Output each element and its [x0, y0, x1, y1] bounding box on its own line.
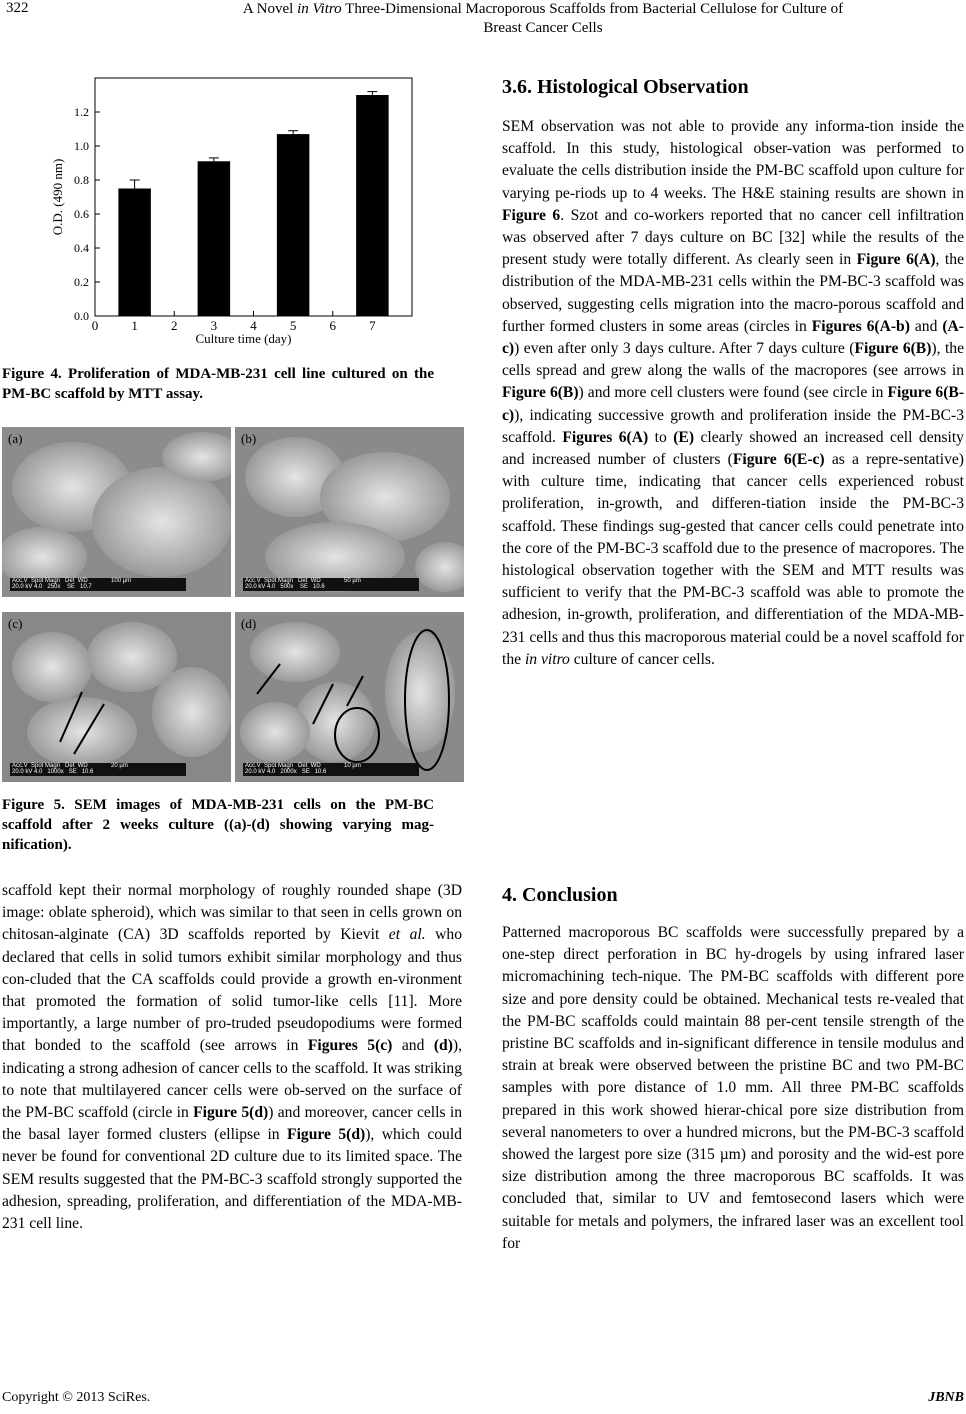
y-tick-label: 0.0: [74, 309, 89, 323]
panel-label-d: (d): [241, 616, 257, 631]
x-tick-label: 4: [250, 318, 257, 333]
left-body-text: [2, 880, 462, 1235]
x-tick-label: 7: [369, 318, 376, 333]
section-4-text: [502, 922, 964, 1255]
x-axis-label: Culture time (day): [195, 331, 292, 346]
panel-label-c: (c): [8, 616, 23, 631]
sem-texture-d: [235, 612, 464, 782]
y-tick-label: 0.6: [74, 207, 89, 221]
sem-image-b: [235, 427, 464, 597]
figure5-caption: Figure 5. SEM images of MDA-MB-231 cells on the PM-BC scaffold after 2 weeks culture ((a)-(d) showing varying mag-nification).: [2, 797, 434, 853]
panel-label-a: (a): [8, 431, 23, 446]
page-number: 322: [6, 0, 29, 16]
x-tick-label: 5: [289, 318, 297, 333]
x-tick-label: 3: [210, 318, 218, 333]
y-tick-label: 0.4: [74, 241, 89, 255]
sem-texture-a: [2, 427, 231, 597]
y-tick-label: 0.2: [74, 275, 89, 289]
bar: [198, 161, 230, 316]
y-tick-label: 1.0: [74, 139, 89, 153]
copyright: Copyright © 2013 SciRes.: [2, 1390, 151, 1405]
x-tick-label: 2: [171, 318, 178, 333]
scale-bar-b: Acc.V Spot Magn Det WD 50 µm 20.0 kV 4.0 500x SE 10.6: [243, 578, 419, 591]
section-3-6-heading: 3.6. Histological Observation: [502, 76, 749, 98]
figure4-caption: Figure 4. Proliferation of MDA-MB-231 cell line cultured on the PM-BC scaffold by MTT assay.: [2, 366, 434, 402]
y-tick-label: 0.8: [74, 173, 89, 187]
mtt-bar-chart: [0, 60, 430, 360]
sem-texture-c: [2, 612, 231, 782]
panel-label-b: (b): [241, 431, 257, 446]
section-3-6-paragraph: SEM observation was not able to provide any informa-tion inside the scaffold. In this study, histological obser-vation was performed to evaluate the cells distribution inside the PM-BC scaffold upon culture for varying pe-riods up to 4 weeks. The H&E staining results are shown in Figure 6. Szot and co-workers reported that no cancer cell infiltration was observed after 7 days culture on BC [32] while the results of the present study were totally different. As clearly seen in Figure 6(A), the distribution of the MDA-MB-231 cells within the PM-BC-3 scaffold was observed, suggesting cells migration into the macro-porous scaffold and further formed clusters in some areas (circles in Figures 6(A-b) and (A-c)) even after only 3 days culture. After 7 days culture (Figure 6(B)), the cells spread and grew along the walls of the macropores (see arrows in Figure 6(B)) and more cell clusters were found (see circle in Figure 6(B-c)), indicating successive growth and proliferation inside the PM-BC-3 scaffold. Figures 6(A) to (E) clearly showed an increased cell density and increased number of clusters (Figure 6(E-c) as a repre-sentative) with culture time, indicating that cancer cells experienced robust proliferation, in-growth, and differen-tiation inside the PM-BC-3 scaffold. These findings sug-gested that cancer cells could penetrate into the core of the PM-BC-3 scaffold due to the presence of macropores. The histological observation together with the SEM and MTT results was sufficient to verify that the PM-BC-3 scaffold was able to promote the adhesion, in-growth, proliferation, and differentiation of the MDA-MB-231 cells and thus this macroporous material could be a novel scaffold for the in vitro culture of cancer cells.: [502, 118, 965, 668]
sem-image-d: [235, 612, 464, 782]
x-tick-label: 6: [329, 318, 336, 333]
y-axis-label: O.D. (490 nm): [50, 158, 65, 236]
section-3-6-text: [502, 116, 964, 671]
sem-texture-b: [235, 427, 464, 597]
bar: [356, 95, 388, 316]
sem-image-c: [2, 612, 231, 782]
scale-bar-d: Acc.V Spot Magn Det WD 10 µm 20.0 kV 4.0 2000x SE 10.6: [243, 763, 419, 776]
bar: [277, 134, 309, 316]
scale-bar-a: Acc.V Spot Magn Det WD 100 µm 20.0 kV 4.0 250x SE 10.7: [10, 578, 186, 591]
x-tick-label: 0: [91, 318, 99, 333]
y-tick-label: 1.2: [74, 105, 89, 119]
left-paragraph: scaffold kept their normal morphology of roughly rounded shape (3D image: oblate spheroid), which was similar to that seen in cells grown on chitosan-alginate (CA) 3D scaffolds reported by Kievit et al. who declared that cells in solid tumors exhibit similar morphology and thus con-cluded that the CA scaffolds could provide a growth en-vironment that promoted the formation of solid tumor-like cells [11]. More importantly, a large number of pro-truded pseudopodiums were formed that bonded to the scaffold (see arrows in Figures 5(c) and (d)), indicating a strong adhesion of cancer cells to the scaffold. It was striking to note that multilayered cancer cells were ob-served on the surface of the PM-BC scaffold (circle in Figure 5(d)) and moreover, cancer cells in the basal layer formed clusters (ellipse in Figure 5(d)), which could never be found for conventional 2D culture due to its limited space. The SEM results suggested that the PM-BC-3 scaffold strongly supported the adhesion, spreading, proliferation, and differentiation of the MDA-MB-231 cell line.: [2, 882, 462, 1233]
sem-image-a: [2, 427, 231, 597]
section-4-heading: 4. Conclusion: [502, 884, 618, 906]
scale-bar-c: Acc.V Spot Magn Det WD 20 µm 20.0 kV 4.0 1000x SE 10.6: [10, 763, 186, 776]
x-tick-label: 1: [131, 318, 138, 333]
running-title: A Novel in Vitro Three-Dimensional Macroporous Scaffolds from Bacterial Cellulose for Culture of Breast Cancer Cells: [242, 1, 844, 36]
journal-abbrev: JBNB: [928, 1390, 964, 1405]
bar: [118, 189, 150, 317]
conclusion-paragraph: Patterned macroporous BC scaffolds were successfully prepared by a one-step direct perforation in BC hy-drogels by using infrared laser micromachining tech-nique. The PM-BC scaffolds with different pore size and pore density could be obtained. Mechanical tests re-vealed that the PM-BC scaffolds could maintain 88 per-cent tensile strength of the pristine BC scaffolds and in-significant difference in tensile modulus and strain at break were observed between the pristine BC and two PM-BC samples with pore distance of 1.0 mm. All three PM-BC scaffolds prepared in this work showed hierar-chical pore size distribution from several nanometers to over a hundred microns, but the PM-BC-3 scaffold showed the largest pore size (315 µm) and porosity and the wid-est pore size distribution among the three macroporous BC scaffolds. It was concluded that, similar to UV and femtosecond lasers which were suitable for metals and polymers, the infrared laser was an excellent tool for: [502, 924, 964, 1252]
